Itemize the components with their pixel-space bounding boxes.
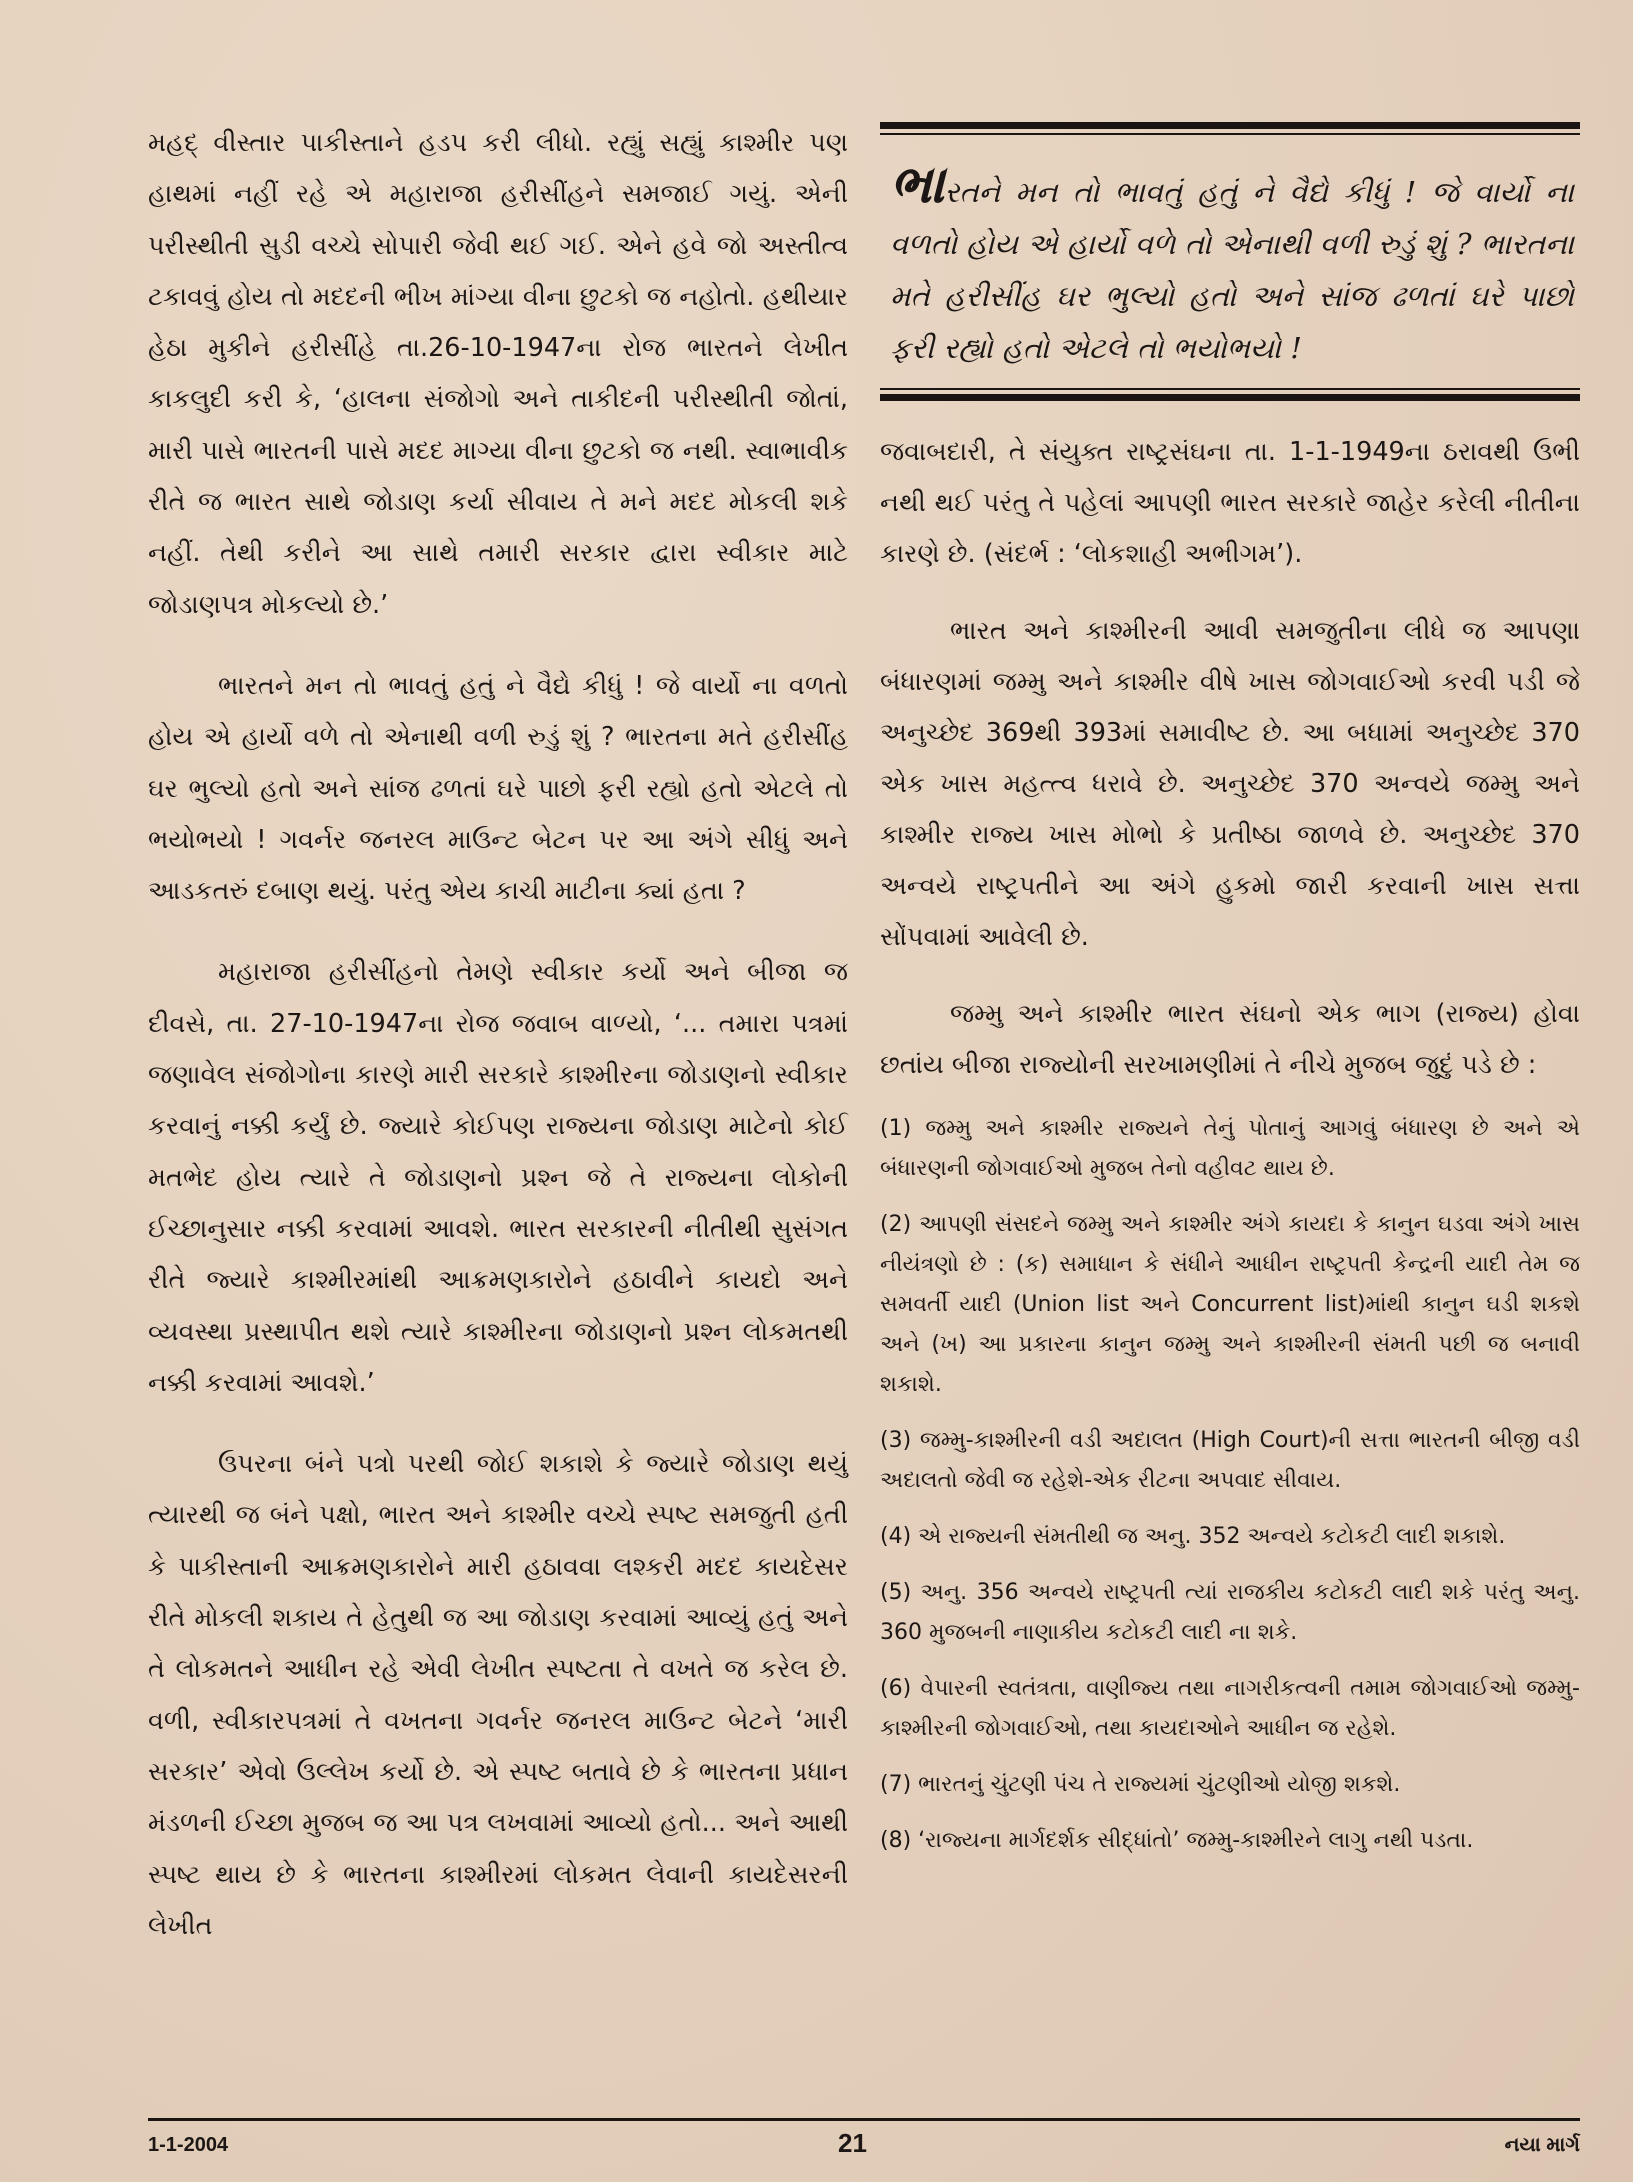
list-item: (3) જમ્મુ-કાશ્મીરની વડી અદાલત (High Court)ની સત્તા ભારતની બીજી વડી અદાલતો જેવી જ રહેશે-એક રીટના અપવાદ સીવાય.: [880, 1428, 1580, 1493]
right-paragraph-2: ભારત અને કાશ્મીરની આવી સમજુતીના લીધે જ આપણા બંધારણમાં જમ્મુ અને કાશ્મીર વીષે ખાસ જોગવાઈઓ કરવી પડી જે અનુચ્છેદ 369થી 393માં સમાવીષ્ટ છે. આ બધામાં અનુચ્છેદ 370 એક ખાસ મહત્ત્વ ધરાવે છે. અનુચ્છેદ 370 અન્વયે જમ્મુ અને કાશ્મીર રાજ્ય ખાસ મોભો કે પ્રતીષ્ઠા જાળવે છે. અનુચ્છેદ 370 અન્વયે રાષ્ટ્રપતીને આ અંગે હુકમો જારી કરવાની ખાસ સત્તા સોંપવામાં આવેલી છે.: [880, 616, 1580, 952]
right-paragraph-1: જવાબદારી, તે સંયુક્ત રાષ્ટ્રસંઘના તા. 1-1-1949ના ઠરાવથી ઉભી નથી થઈ પરંતુ તે પહેલાં આપણી ભારત સરકારે જાહેર કરેલી નીતીના કારણે છે. (સંદર્ભ : ‘લોકશાહી અભીગમ’).: [880, 437, 1580, 569]
left-paragraph-2: ભારતને મન તો ભાવતું હતું ને વૈદ્યે કીધું ! જે વાર્યો ના વળતો હોય એ હાર્યો વળે તો એનાથી વળી રુડું શું ? ભારતના મતે હરીસીંહ ઘર ભુલ્યો હતો અને સાંજ ઢળતાં ઘરે પાછો ફરી રહ્યો હતો એટલે તો ભયોભયો ! ગવર્નર જનરલ માઉન્ટ બેટન પર આ અંગે સીધું અને આડકતરું દબાણ થયું. પરંતુ એય કાચી માટીના ક્યાં હતા ?: [148, 670, 848, 907]
issue-date: 1-1-2004: [148, 2134, 229, 2156]
list-item: (7) ભારતનું ચુંટણી પંચ તે રાજ્યમાં ચુંટણીઓ યોજી શકશે.: [880, 1772, 1401, 1797]
pullquote: [880, 139, 1580, 384]
magazine-name: નયા માર્ગ: [1504, 2134, 1580, 2156]
pullquote-top-rule: [880, 122, 1580, 135]
right-body: [880, 427, 1580, 1091]
provisions-list: [880, 1109, 1580, 1861]
left-paragraph-4: ઉપરના બંને પત્રો પરથી જોઈ શકાશે કે જ્યારે જોડાણ થયું ત્યારથી જ બંને પક્ષો, ભારત અને કાશ્મીર વચ્ચે સ્પષ્ટ સમજુતી હતી કે પાકીસ્તાની આક્રમણકારોને મારી હઠાવવા લશ્કરી મદદ કાયદેસર રીતે મોકલી શકાય તે હેતુથી જ આ જોડાણ કરવામાં આવ્યું હતું અને તે લોકમતને આધીન રહે એવી લેખીત સ્પષ્ટતા તે વખતે જ કરેલ છે. વળી, સ્વીકારપત્રમાં તે વખતના ગવર્નર જનરલ માઉન્ટ બેટને ‘મારી સરકાર’ એવો ઉલ્લેખ કર્યો છે. એ સ્પષ્ટ બતાવે છે કે ભારતના પ્રધાન મંડળની ઈચ્છા મુજબ જ આ પત્ર લખવામાં આવ્યો હતો... અને આથી સ્પષ્ટ થાય છે કે ભારતના કાશ્મીરમાં લોકમત લેવાની કાયદેસરની લેખીત: [148, 1449, 848, 1941]
page-footer: [148, 2128, 1580, 2168]
footer-rule: [148, 2118, 1580, 2121]
list-item: (8) ‘રાજ્યના માર્ગદર્શક સીદ્ધાંતો’ જમ્મુ-કાશ્મીરને લાગુ નથી પડતા.: [880, 1828, 1474, 1853]
left-column: [148, 118, 848, 1982]
page-number: 21: [838, 2128, 867, 2158]
list-item: (4) એ રાજ્યની સંમતીથી જ અનુ. 352 અન્વયે કટોકટી લાદી શકાશે.: [880, 1524, 1506, 1549]
right-paragraph-3: જમ્મુ અને કાશ્મીર ભારત સંઘનો એક ભાગ (રાજ્ય) હોવા છતાંય બીજા રાજ્યોની સરખામણીમાં તે નીચે મુજબ જુદું પડે છે :: [880, 999, 1580, 1080]
left-paragraph-3: મહારાજા હરીસીંહનો તેમણે સ્વીકાર કર્યો અને બીજા જ દીવસે, તા. 27-10-1947ના રોજ જવાબ વાળ્યો, ‘... તમારા પત્રમાં જણાવેલ સંજોગોના કારણે મારી સરકારે કાશ્મીરના જોડાણનો સ્વીકાર કરવાનું નક્કી કર્યું છે. જ્યારે કોઈપણ રાજ્યના જોડાણ માટેનો કોઈ મતભેદ હોય ત્યારે તે જોડાણનો પ્રશ્ન જે તે રાજ્યના લોકોની ઈચ્છાનુસાર નક્કી કરવામાં આવશે. ભારત સરકારની નીતીથી સુસંગત રીતે જ્યારે કાશ્મીરમાંથી આક્રમણકારોને હઠાવીને કાયદો અને વ્યવસ્થા પ્રસ્થાપીત થશે ત્યારે કાશ્મીરના જોડાણનો પ્રશ્ન લોકમતથી નક્કી કરવામાં આવશે.’: [148, 957, 848, 1398]
right-column: [880, 118, 1580, 1877]
list-item: (1) જમ્મુ અને કાશ્મીર રાજ્યને તેનું પોતાનું આગવું બંધારણ છે અને એ બંધારણની જોગવાઈઓ મુજબ તેનો વહીવટ થાય છે.: [880, 1116, 1580, 1181]
pullquote-bottom-rule: [880, 388, 1580, 401]
list-item: (5) અનુ. 356 અન્વયે રાષ્ટ્રપતી ત્યાં રાજકીય કટોકટી લાદી શકે પરંતુ અનુ. 360 મુજબની નાણાકીય કટોકટી લાદી ના શકે.: [880, 1580, 1580, 1645]
pullquote-text: રતને મન તો ભાવતું હતું ને વૈદ્યે કીધું ! જે વાર્યો ના વળતો હોય એ હાર્યો વળે તો એનાથી વળી રુડું શું ? ભારતના મતે હરીસીંહ ઘર ભુલ્યો હતો અને સાંજ ઢળતાં ઘરે પાછો ફરી રહ્યો હતો એટલે તો ભયોભયો !: [890, 175, 1574, 365]
list-item: (6) વેપારની સ્વતંત્રતા, વાણીજ્ય તથા નાગરીકત્વની તમામ જોગવાઈઓ જમ્મુ-કાશ્મીરની જોગવાઈઓ, તથા કાયદાઓને આધીન જ રહેશે.: [880, 1676, 1580, 1741]
left-paragraph-1: મહદ્ વીસ્તાર પાકીસ્તાને હડપ કરી લીધો. રહ્યું સહ્યું કાશ્મીર પણ હાથમાં નહીં રહે એ મહારાજા હરીસીંહને સમજાઈ ગયું. એની પરીસ્થીતી સુડી વચ્ચે સોપારી જેવી થઈ ગઈ. એને હવે જો અસ્તીત્વ ટકાવવું હોય તો મદદની ભીખ માંગ્યા વીના છુટકો જ નહોતો. હથીયાર હેઠા મુકીને હરીસીંહે તા.26-10-1947ના રોજ ભારતને લેખીત કાકલુદી કરી કે, ‘હાલના સંજોગો અને તાકીદની પરીસ્થીતી જોતાં, મારી પાસે ભારતની પાસે મદદ માગ્યા વીના છુટકો જ નથી. સ્વાભાવીક રીતે જ ભારત સાથે જોડાણ કર્યા સીવાય તે મને મદદ મોકલી શકે નહીં. તેથી કરીને આ સાથે તમારી સરકાર દ્વારા સ્વીકાર માટે જોડાણપત્ર મોકલ્યો છે.’: [148, 128, 848, 620]
pullquote-dropcap: ભા: [890, 154, 945, 215]
list-item: (2) આપણી સંસદને જમ્મુ અને કાશ્મીર અંગે કાયદા કે કાનુન ઘડવા અંગે ખાસ નીયંત્રણો છે : (ક) સમાધાન કે સંધીને આધીન રાષ્ટ્રપતી કેન્દ્રની યાદી તેમ જ સમવર્તી યાદી (Union list અને Concurrent list)માંથી કાનુન ઘડી શકશે અને (ખ) આ પ્રકારના કાનુન જમ્મુ અને કાશ્મીરની સંમતી પછી જ બનાવી શકાશે.: [880, 1212, 1580, 1397]
